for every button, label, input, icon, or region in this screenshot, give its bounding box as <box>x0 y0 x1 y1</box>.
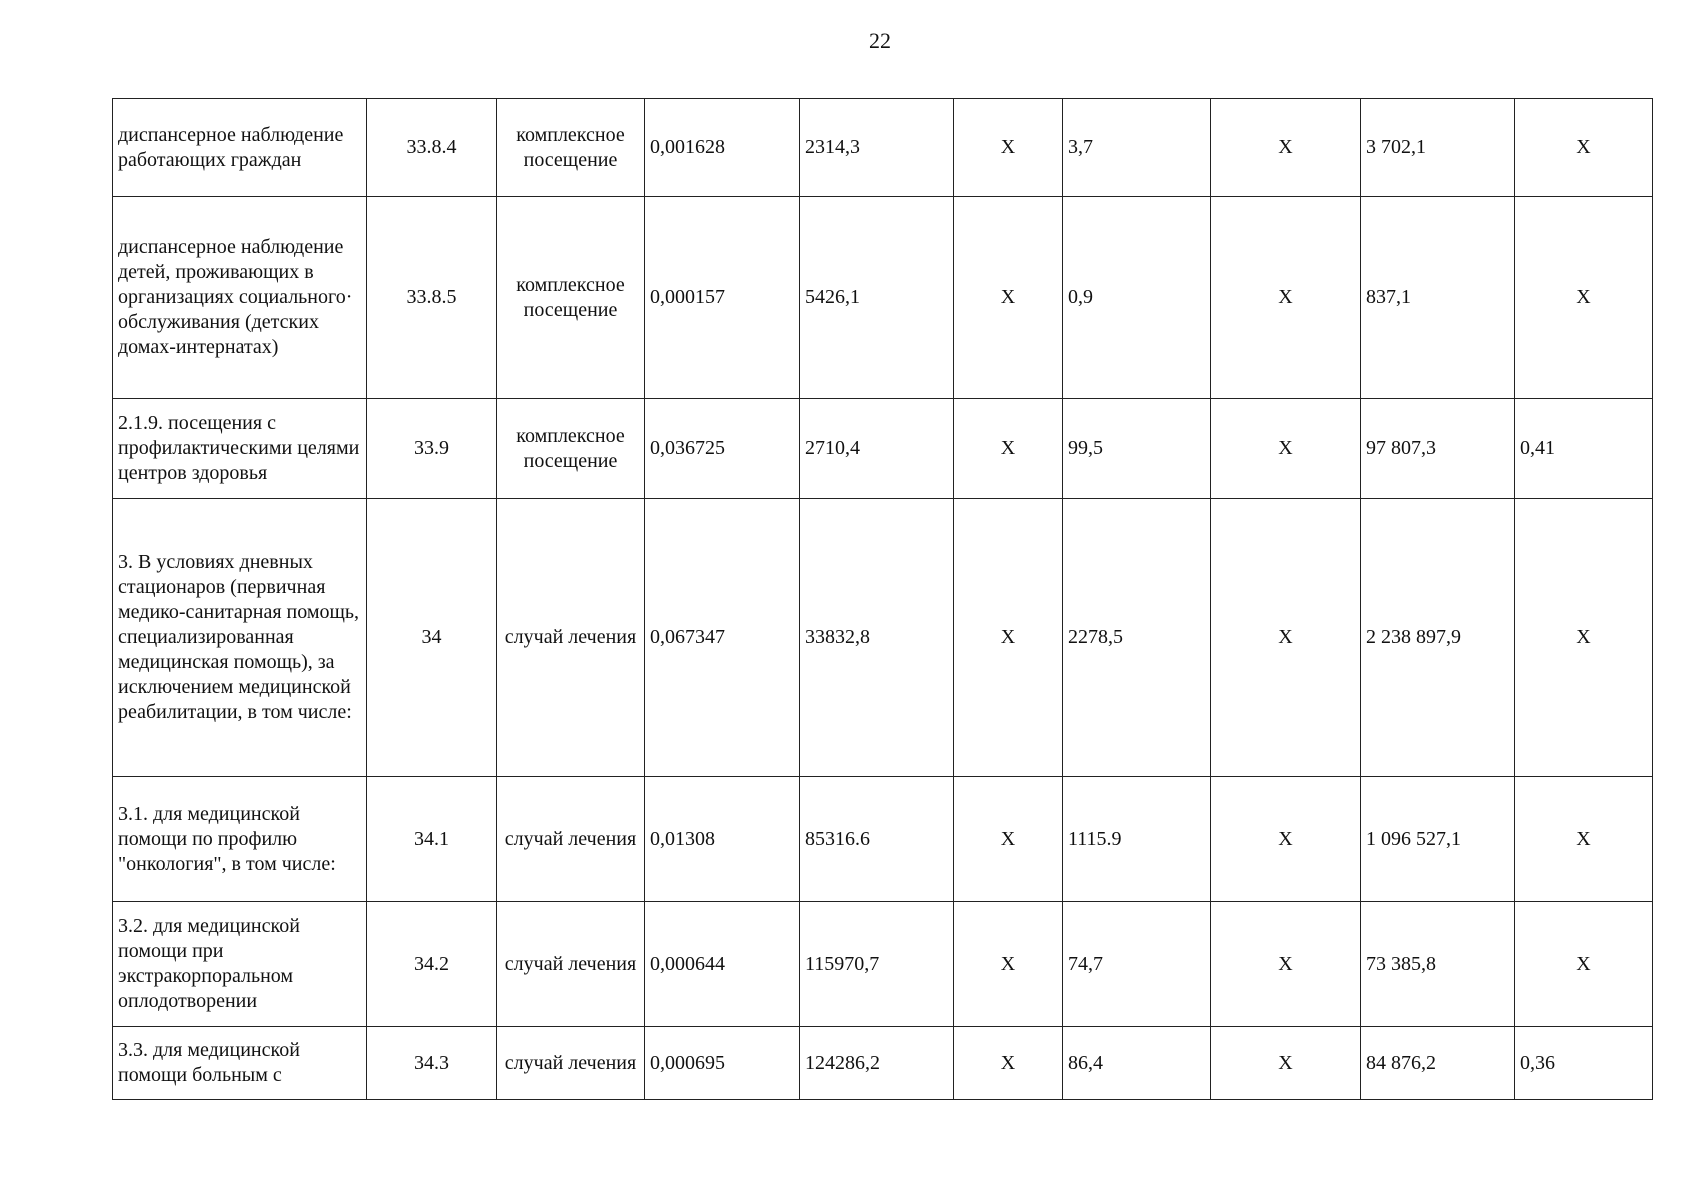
cell-code: 34.2 <box>367 902 497 1027</box>
page-number: 22 <box>869 28 891 53</box>
cell-norm: 0,067347 <box>645 499 800 777</box>
cell-name: 3.1. для медицинской помощи по профилю "онкология", в том числе: <box>113 777 367 902</box>
cell-name: 3.2. для медицинской помощи при экстракорпоральном оплодотворении <box>113 902 367 1027</box>
cell-unit: случай лечения <box>497 499 645 777</box>
cell-norm: 0,01308 <box>645 777 800 902</box>
cell-unit: случай лечения <box>497 902 645 1027</box>
cell-col6: Х <box>954 902 1063 1027</box>
table-row <box>113 99 1653 197</box>
cell-cost: 33832,8 <box>800 499 954 777</box>
cell-cost: 85316.6 <box>800 777 954 902</box>
cell-col10: Х <box>1515 99 1653 197</box>
cell-unit: случай лечения <box>497 777 645 902</box>
cell-col6: Х <box>954 399 1063 499</box>
table-row <box>113 1027 1653 1100</box>
cell-col10: Х <box>1515 777 1653 902</box>
cell-norm: 0,001628 <box>645 99 800 197</box>
cell-col6: Х <box>954 99 1063 197</box>
cell-cost: 124286,2 <box>800 1027 954 1100</box>
table-row <box>113 777 1653 902</box>
cell-col9: 97 807,3 <box>1361 399 1515 499</box>
cell-unit: комплексное посещение <box>497 197 645 399</box>
cell-cost: 115970,7 <box>800 902 954 1027</box>
cell-col8: Х <box>1211 399 1361 499</box>
cell-col10: Х <box>1515 197 1653 399</box>
cell-code: 33.8.5 <box>367 197 497 399</box>
cell-unit: комплексное посещение <box>497 99 645 197</box>
cell-norm: 0,036725 <box>645 399 800 499</box>
cell-col10: Х <box>1515 499 1653 777</box>
table-row <box>113 902 1653 1027</box>
cell-col10: 0,41 <box>1515 399 1653 499</box>
cell-col7: 86,4 <box>1063 1027 1211 1100</box>
cell-cost: 2710,4 <box>800 399 954 499</box>
cell-col6: Х <box>954 1027 1063 1100</box>
data-table <box>112 98 1653 1100</box>
cell-col8: Х <box>1211 1027 1361 1100</box>
cell-code: 34.3 <box>367 1027 497 1100</box>
cell-code: 33.9 <box>367 399 497 499</box>
cell-col7: 0,9 <box>1063 197 1211 399</box>
cell-col10: Х <box>1515 902 1653 1027</box>
table-row <box>113 399 1653 499</box>
cell-col8: Х <box>1211 499 1361 777</box>
cell-col8: Х <box>1211 777 1361 902</box>
cell-code: 34.1 <box>367 777 497 902</box>
cell-col8: Х <box>1211 99 1361 197</box>
cell-col7: 2278,5 <box>1063 499 1211 777</box>
cell-norm: 0,000157 <box>645 197 800 399</box>
cell-col9: 2 238 897,9 <box>1361 499 1515 777</box>
cell-name: диспансерное наблюдение работающих граждан <box>113 99 367 197</box>
cell-col6: Х <box>954 777 1063 902</box>
cell-col9: 1 096 527,1 <box>1361 777 1515 902</box>
cell-col10: 0,36 <box>1515 1027 1653 1100</box>
cell-col9: 837,1 <box>1361 197 1515 399</box>
cell-col9: 73 385,8 <box>1361 902 1515 1027</box>
table-row <box>113 197 1653 399</box>
cell-col7: 99,5 <box>1063 399 1211 499</box>
cell-col7: 74,7 <box>1063 902 1211 1027</box>
cell-col8: Х <box>1211 197 1361 399</box>
cell-col7: 1115.9 <box>1063 777 1211 902</box>
cell-name: 3.3. для медицинской помощи больным с <box>113 1027 367 1100</box>
table-body <box>113 99 1653 1100</box>
cell-norm: 0,000695 <box>645 1027 800 1100</box>
cell-col9: 84 876,2 <box>1361 1027 1515 1100</box>
cell-norm: 0,000644 <box>645 902 800 1027</box>
cell-code: 33.8.4 <box>367 99 497 197</box>
cell-col8: Х <box>1211 902 1361 1027</box>
cell-unit: комплексное посещение <box>497 399 645 499</box>
cell-code: 34 <box>367 499 497 777</box>
cell-col6: Х <box>954 197 1063 399</box>
cell-name: 3. В условиях дневных стационаров (первичная медико-санитарная помощь, специализированная медицинская помощь), за исключением медицинской реабилитации, в том числе: <box>113 499 367 777</box>
cell-col6: Х <box>954 499 1063 777</box>
cell-unit: случай лечения <box>497 1027 645 1100</box>
cell-col9: 3 702,1 <box>1361 99 1515 197</box>
cell-name: диспансерное наблюдение детей, проживающих в организациях социального· обслуживания (детских домах-интернатах) <box>113 197 367 399</box>
cell-name: 2.1.9. посещения с профилактическими целями центров здоровья <box>113 399 367 499</box>
table-row <box>113 499 1653 777</box>
cell-col7: 3,7 <box>1063 99 1211 197</box>
cell-cost: 5426,1 <box>800 197 954 399</box>
cell-cost: 2314,3 <box>800 99 954 197</box>
